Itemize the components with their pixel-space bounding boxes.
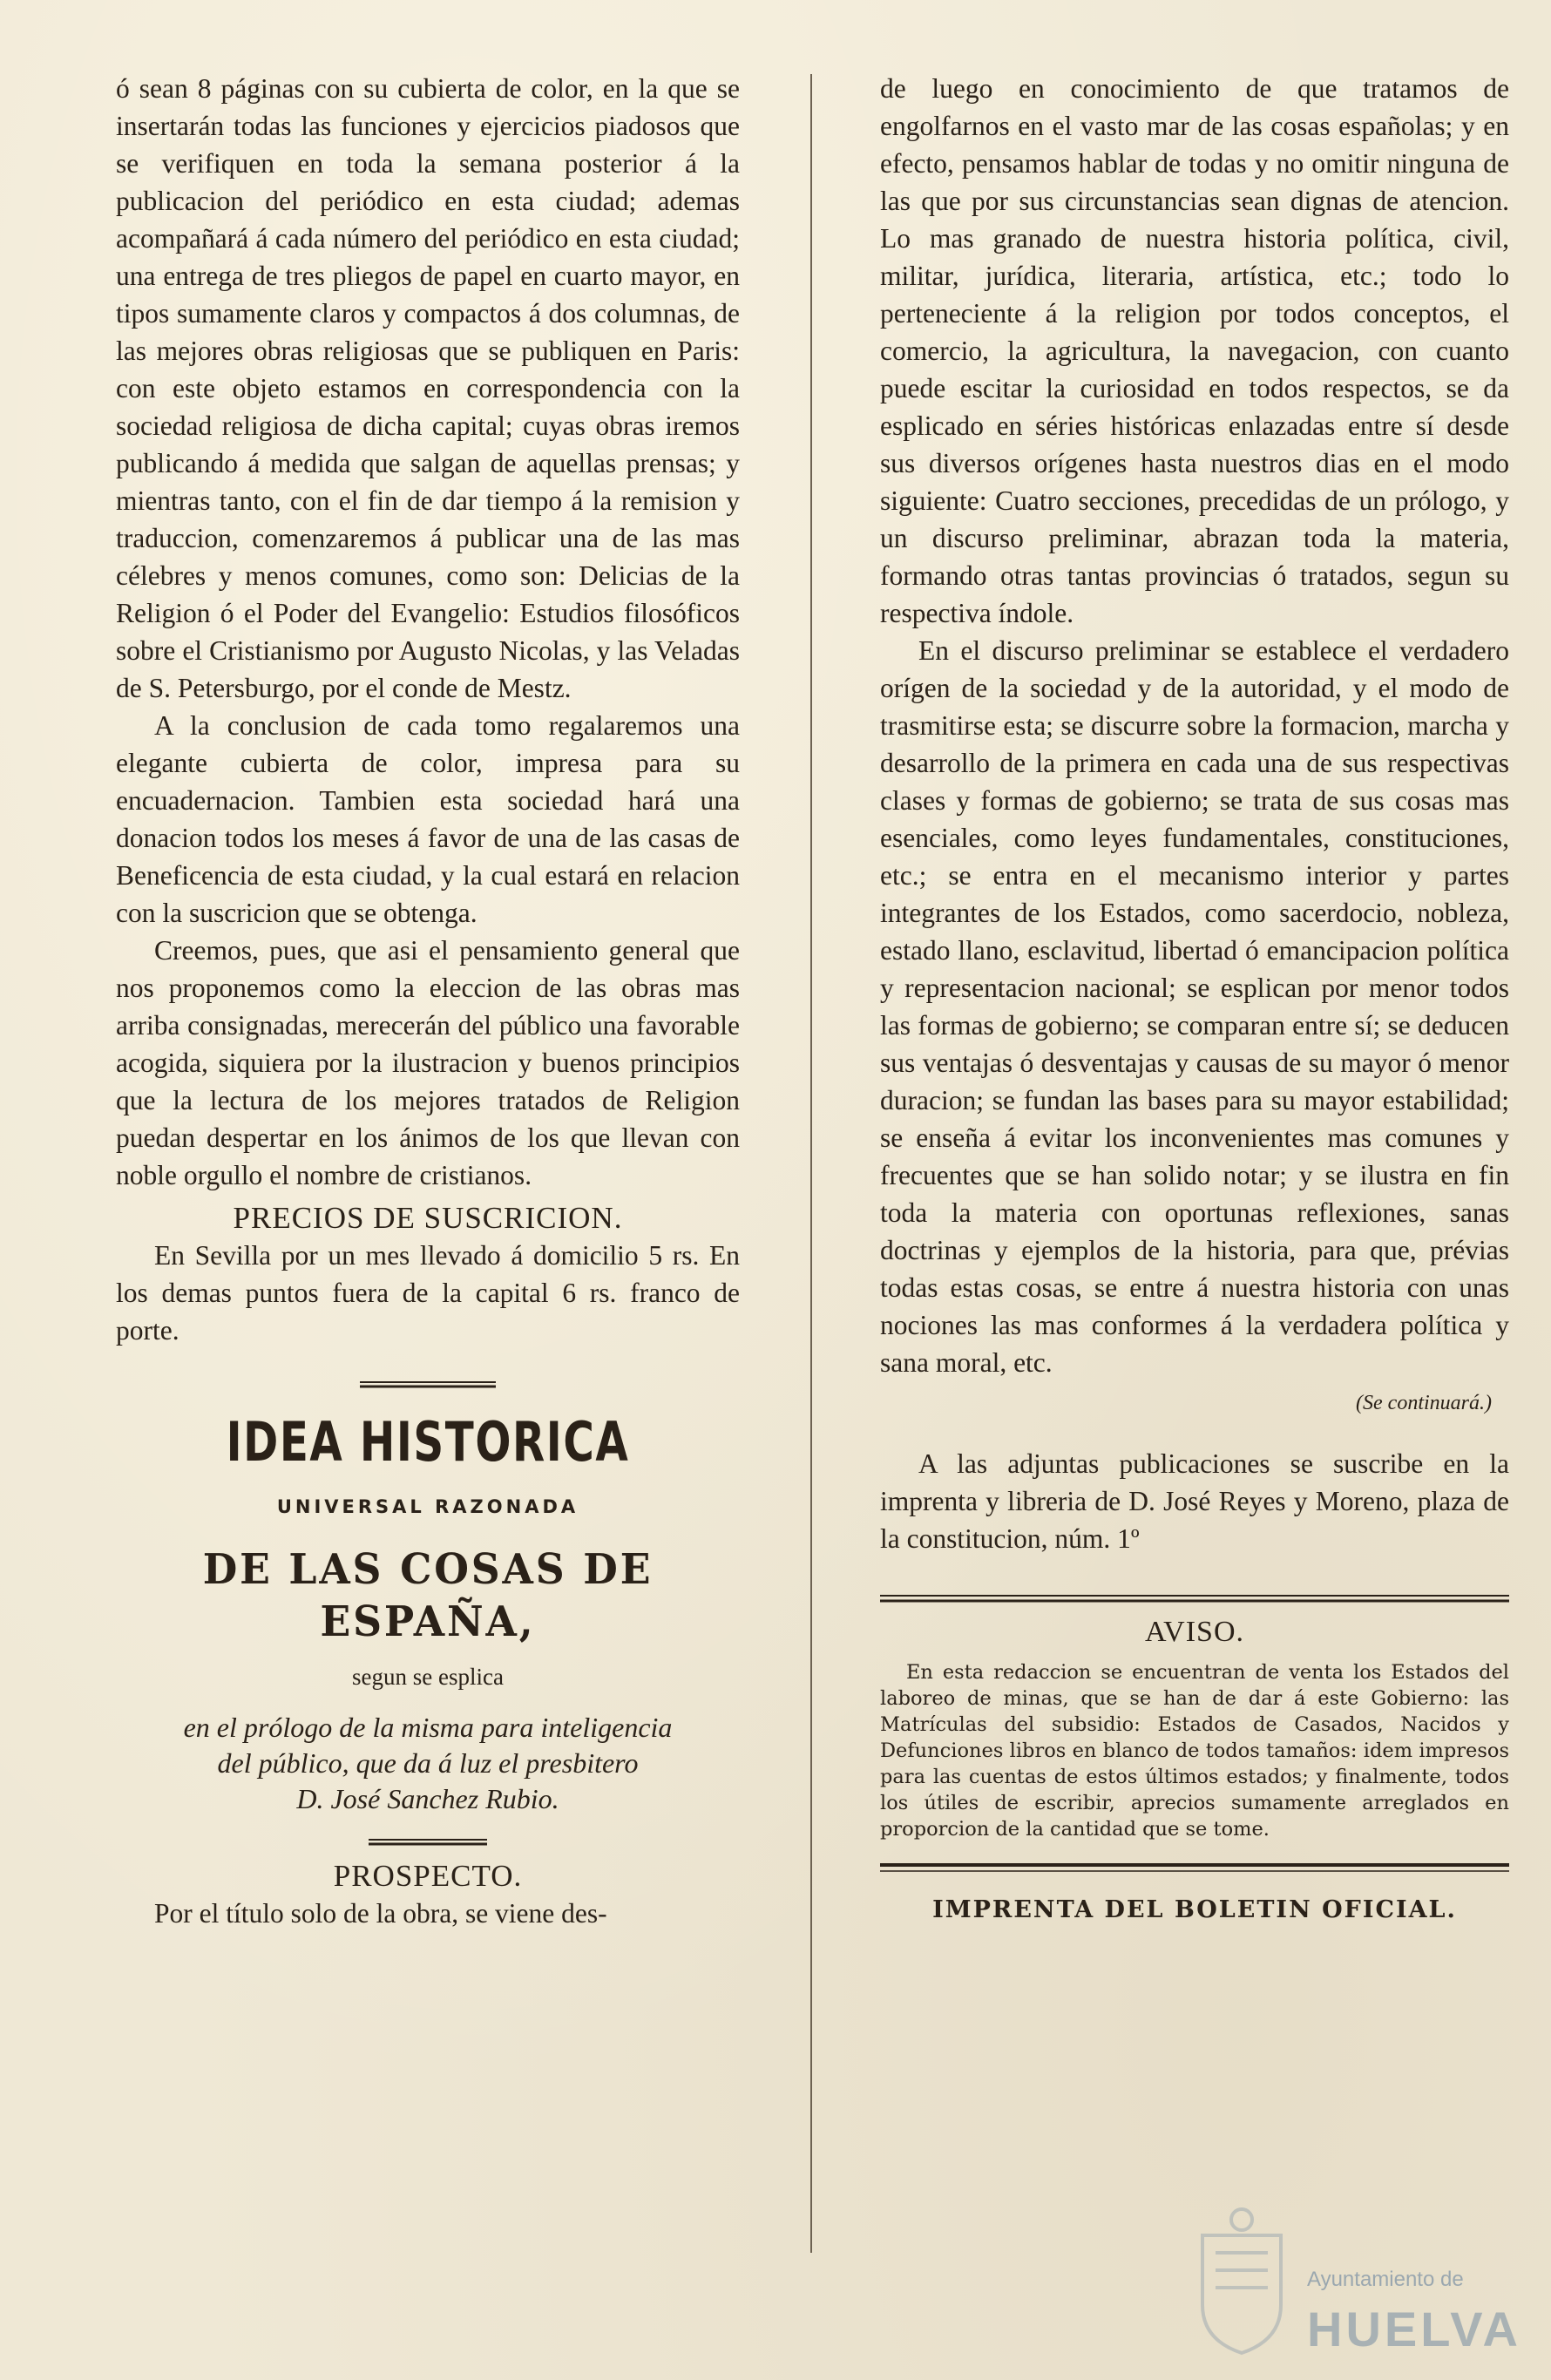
imprenta-footer: IMPRENTA DEL BOLETIN OFICIAL. bbox=[932, 1896, 1457, 1923]
prologo-line-3: D. José Sanchez Rubio. bbox=[296, 1783, 559, 1814]
prologo-text bbox=[116, 1710, 740, 1817]
left-paragraph-2: A la conclusion de cada tomo regalaremos una elegante cubierta de color, impresa para su encuadernacion. Tambien esta sociedad hará una donacion todos los meses á favor de una de las casas de Beneficencia de esta ciudad, y la cual estará en relacion con la suscricion que se obtenga. bbox=[116, 710, 740, 928]
left-paragraph-1: ó sean 8 páginas con su cubierta de color, en la que se insertarán todas las funciones y ejercicios piadosos que se verifiquen en toda la semana posterior á la publicacion del periódico en esta ciudad; ademas acompañará á cada número del periódico en esta ciudad; una entrega de tres pliegos de papel en cuarto mayor, en tipos sumamente claros y compactos á dos columnas, de las mejores obras religiosas que se publiquen en Paris: con este objeto estamos en correspondencia con la sociedad religiosa de dicha capital; cuyas obras iremos publicando á medida que salgan de aquellas prensas; y mientras tanto, con el fin de dar tiempo á la remision y traduccion, comenzaremos á publicar una de las mas célebres y menos comunes, como son: Delicias de la Religion ó el Poder del Evangelio: Estudios filosóficos sobre el Cristianismo por Augusto Nicolas, y las Veladas de S. Petersburgo, por el conde de Mestz. bbox=[116, 73, 740, 703]
prologo-line-1: en el prólogo de la misma para inteligencia bbox=[183, 1712, 673, 1743]
right-column bbox=[880, 70, 1509, 1929]
column-divider bbox=[810, 74, 812, 2253]
precios-heading: PRECIOS DE SUSCRICION. bbox=[233, 1201, 623, 1235]
idea-historica-title: IDEA HISTORICA bbox=[226, 1410, 630, 1474]
prospecto-text: Por el título solo de la obra, se viene des- bbox=[154, 1898, 607, 1929]
precios-text: En Sevilla por un mes llevado á domicilio 5 rs. En los demas puntos fuera de la capital 6 rs. franco de porte. bbox=[116, 1240, 740, 1346]
right-paragraph-1: de luego en conocimiento de que tratamos de engolfarnos en el vasto mar de las cosas españolas; y en efecto, pensamos hablar de todas y no omitir ninguna de las que por sus circunstancias sean dignas de atencion. Lo mas granado de nuestra historia política, civil, militar, jurídica, literaria, artística, etc.; todo lo perteneciente á la religion por todos conceptos, el comercio, la agricultura, la navegacion, con cuanto puede escitar la curiosidad en todos respectos, se da esplicado en séries históricas enlazadas entre sí desde sus diversos orígenes hasta nuestros dias en el modo siguiente: Cuatro secciones, precedidas de un prólogo, y un discurso preliminar, abrazan toda la materia, formando otras tantas provincias ó tratados, segun su respectiva índole. bbox=[880, 73, 1509, 628]
continuara-note: (Se continuará.) bbox=[1356, 1392, 1492, 1414]
universal-razonada-subtitle: UNIVERSAL RAZONADA bbox=[276, 1496, 579, 1517]
ornament-divider-1 bbox=[358, 1379, 498, 1391]
ornament-rule-aviso bbox=[880, 1592, 1509, 1606]
right-paragraph-2: En el discurso preliminar se establece el verdadero orígen de la sociedad y de la autoridad, y el modo de trasmitirse esta; se discurre sobre la formacion, marcha y desarrollo de la primera en cada una de sus respectivas clases y formas de gobierno; se trata de sus cosas mas esenciales, como leyes fundamentales, constituciones, etc.; se entra en el mecanismo interior y partes integrantes de los Estados, como sacerdocio, nobleza, estado llano, esclavitud, libertad ó emancipacion política y representacion nacional; se esplican por menor todos las formas de gobierno; se comparan entre sí; se deducen sus ventajas ó desventajas y causas de su mayor ó menor duracion; se fundan las bases para su mayor estabilidad; se enseña á evitar los inconvenientes mas comunes y frecuentes que se han solido notar; y se ilustra en fin toda la materia con oportunas reflexiones, sanas doctrinas y ejemplos de la historia, para que, prévias todas estas cosas, se entre á nuestra historia con unas nociones las mas conformes á la verdadera política y sana moral, etc. bbox=[880, 635, 1509, 1378]
cosas-de-espana-title: DE LAS COSAS DE ESPAÑA, bbox=[202, 1545, 654, 1646]
aviso-heading: AVISO. bbox=[1144, 1616, 1244, 1648]
watermark-huelva: HUELVA bbox=[1307, 2302, 1521, 2356]
aviso-text: En esta redaccion se encuentran de venta los Estados del laboreo de minas, que se han de dar á este Gobierno: las Matrículas del subsidio: Estados de Casados, Nacidos y Defunciones libros en blanco de todos tamaños: idem impresos para las cuentas de estos últimos estados; y finalmente, todos los útiles de escribir, aprecios sumamente arreglados en proporcion de la cantidad que se tome. bbox=[880, 1661, 1509, 1841]
suscripcion-paragraph: A las adjuntas publicaciones se suscribe en la imprenta y libreria de D. José Reyes y Moreno, plaza de la constitucion, núm. 1º bbox=[880, 1448, 1509, 1554]
ornament-divider-2 bbox=[367, 1836, 489, 1848]
left-paragraph-3: Creemos, pues, que asi el pensamiento general que nos proponemos como la eleccion de las obras mas arriba consignadas, merecerán del público una favorable acogida, siquiera por la ilustracion y buenos principios que la lectura de los mejores tratados de Religion puedan despertar en los ánimos de los que llevan con noble orgullo el nombre de cristianos. bbox=[116, 935, 740, 1190]
ornament-rule-imprenta bbox=[880, 1861, 1509, 1875]
prologo-line-2: del público, que da á luz el presbitero bbox=[217, 1747, 639, 1779]
watermark-ayuntamiento: Ayuntamiento de bbox=[1307, 2268, 1464, 2291]
left-column bbox=[116, 70, 740, 1932]
prospecto-heading: PROSPECTO. bbox=[333, 1859, 523, 1893]
segun-se-esplica: segun se esplica bbox=[352, 1664, 504, 1690]
